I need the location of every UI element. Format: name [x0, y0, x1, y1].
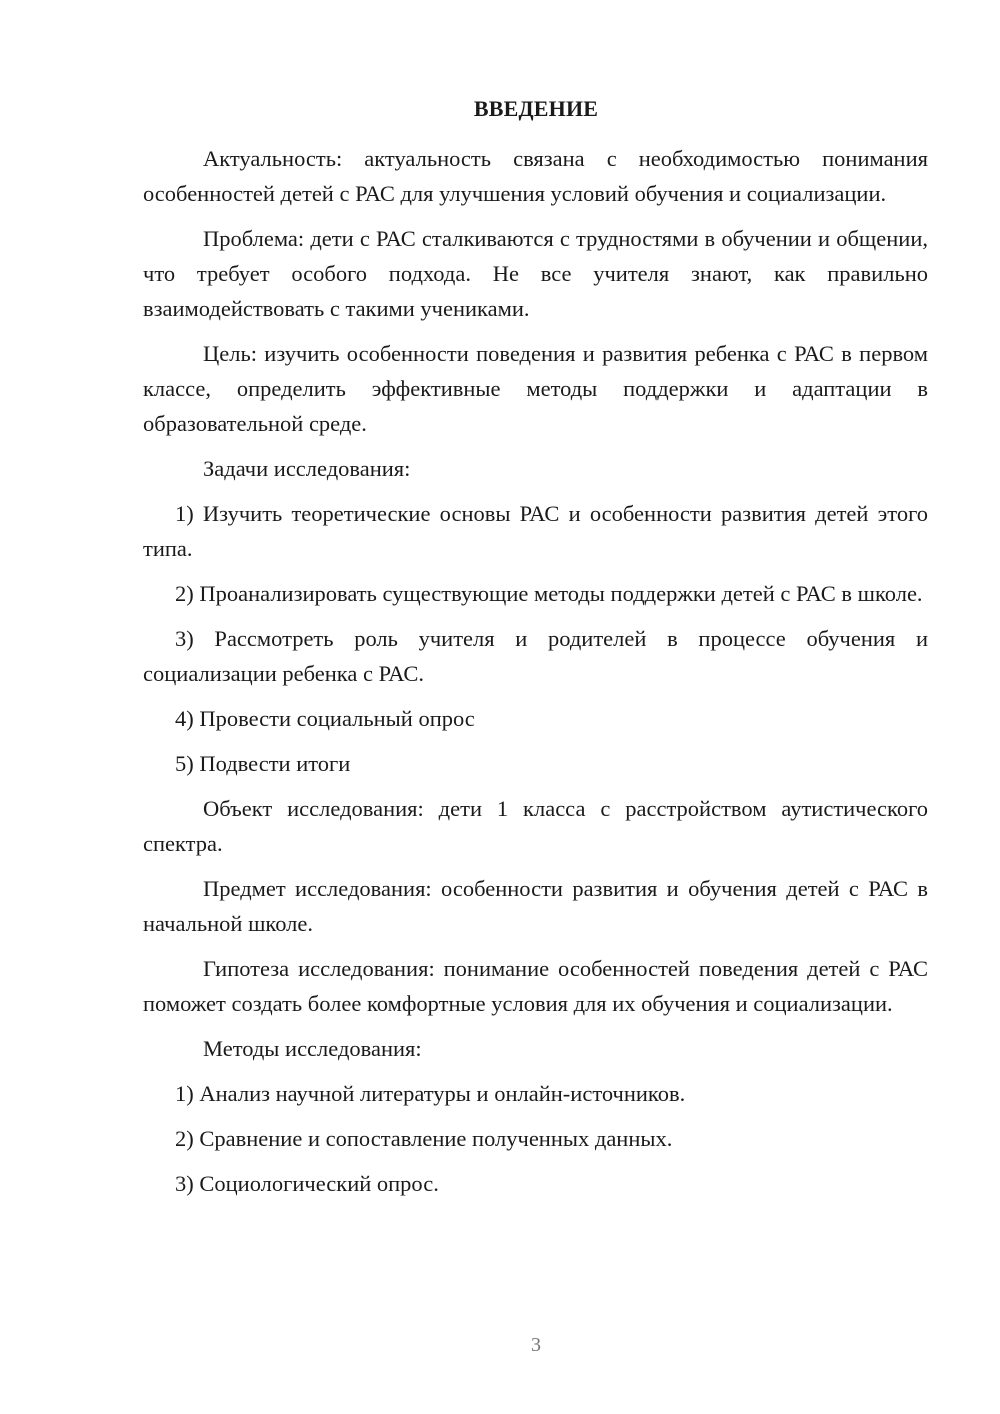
list-item-task-5: 5) Подвести итоги — [175, 751, 351, 776]
list-item-task-4: 4) Провести социальный опрос — [175, 706, 475, 731]
paragraph-tasks-heading: Задачи исследования: — [203, 456, 411, 481]
list-item-method-3: 3) Социологический опрос. — [175, 1171, 439, 1196]
page-title: ВВЕДЕНИЕ — [473, 96, 599, 121]
list-item-method-1: 1) Анализ научной литературы и онлайн-источников. — [175, 1081, 686, 1106]
paragraph-methods-heading: Методы исследования: — [203, 1036, 422, 1061]
paragraph-subject: Предмет исследования: особенности развития и обучения детей с РАС в начальной школе. — [143, 876, 928, 936]
paragraph-goal: Цель: изучить особенности поведения и развития ребенка с РАС в первом классе, определить эффективные методы поддержки и адаптации в образовательной среде. — [143, 341, 928, 436]
list-item-task-1: 1) Изучить теоретические основы РАС и особенности развития детей этого типа. — [143, 501, 928, 561]
list-item-task-3: 3) Рассмотреть роль учителя и родителей в процессе обучения и социализации ребенка с РАС. — [143, 626, 928, 686]
page-number: 3 — [531, 1334, 541, 1356]
paragraph-problem: Проблема: дети с РАС сталкиваются с трудностями в обучении и общении, что требует особого подхода. Не все учителя знают, как правильно взаимодействовать с такими учениками. — [143, 226, 928, 321]
list-item-method-2: 2) Сравнение и сопоставление полученных данных. — [175, 1126, 673, 1151]
paragraph-relevance: Актуальность: актуальность связана с необходимостью понимания особенностей детей с РАС для улучшения условий обучения и социализации. — [143, 146, 928, 206]
paragraph-hypothesis: Гипотеза исследования: понимание особенностей поведения детей с РАС поможет создать более комфортные условия для их обучения и социализации. — [143, 956, 928, 1016]
paragraph-object: Объект исследования: дети 1 класса с расстройством аутистического спектра. — [143, 796, 928, 856]
list-item-task-2: 2) Проанализировать существующие методы поддержки детей с РАС в школе. — [175, 581, 923, 606]
document-body — [143, 141, 928, 1211]
